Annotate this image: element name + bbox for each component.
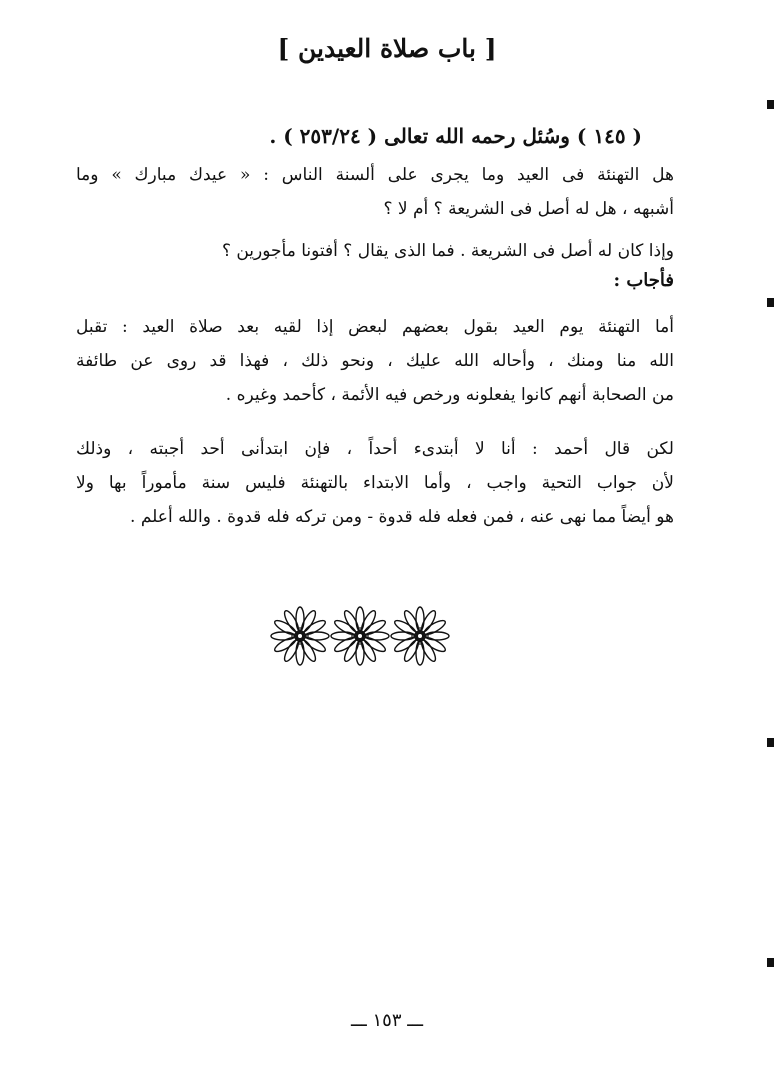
text-line: أما التهنئة يوم العيد بقول بعضهم لبعض إذا لقيه بعد صلاة العيد : تقبل (76, 317, 674, 337)
text-line: لأن جواب التحية واجب ، وأما الابتداء بالتهنئة فليس سنة مأموراً بها ولا (76, 473, 674, 493)
floral-ornament-icon (270, 605, 450, 667)
answer-paragraph-1 (76, 310, 674, 412)
question-paragraph-2 (76, 234, 674, 268)
page-number: ـــ ١٥٣ ـــ (350, 1010, 424, 1031)
answer-paragraph-2 (76, 432, 674, 534)
text-line: أشبهه ، هل له أصل فى الشريعة ؟ أم لا ؟ (383, 199, 674, 219)
text-line: الله منا ومنك ، وأحاله الله عليك ، ونحو ذلك ، فهذا قد روى عن طائفة (76, 351, 674, 371)
text-line: وإذا كان له أصل فى الشريعة . فما الذى يقال ؟ أفتونا مأجورين ؟ (221, 241, 674, 261)
text-line: هو أيضاً مما نهى عنه ، فمن فعله فله قدوة - ومن تركه فله قدوة . والله أعلم . (130, 507, 674, 527)
chapter-title: [ باب صلاة العيدين ] (277, 34, 497, 63)
scan-edge-mark (767, 738, 774, 747)
text-line: من الصحابة أنهم كانوا يفعلونه ورخص فيه الأئمة ، كأحمد وغيره . (225, 385, 674, 405)
scan-edge-mark (767, 298, 774, 307)
text-line: هل التهنئة فى العيد وما يجرى على ألسنة الناس : « عيدك مبارك » وما (76, 165, 674, 185)
scan-edge-mark (767, 958, 774, 967)
text-line: لكن قال أحمد : أنا لا أبتدىء أحداً ، فإن ابتدأنى أحد أجبته ، وذلك (76, 439, 674, 459)
question-heading: ( ١٤٥ ) وسُئل رحمه الله تعالى ( ٢٥٣/٢٤ ) . (269, 124, 642, 148)
answer-label: فأجاب : (613, 270, 674, 291)
scan-edge-mark (767, 100, 774, 109)
question-paragraph (76, 158, 674, 226)
